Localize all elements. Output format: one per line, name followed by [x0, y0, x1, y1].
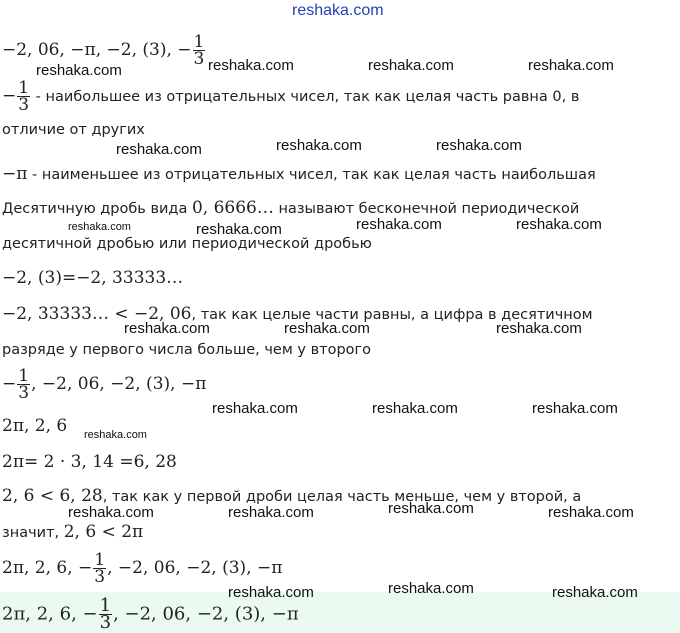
answer-line [2, 595, 299, 633]
explanation-text: , так как целые части равны, а цифра в десятичном [191, 307, 593, 323]
explanation-text: , так как у первой дроби целая часть меньше, чем у второй, а [102, 489, 582, 505]
fraction-numerator: 1 [94, 550, 106, 570]
watermark: reshaka.com [284, 320, 370, 337]
watermark: reshaka.com [552, 584, 638, 601]
site-header[interactable]: reshaka.com [292, 2, 384, 19]
largest-negative-line [2, 80, 579, 113]
watermark: reshaka.com [36, 62, 122, 79]
fraction [17, 368, 30, 401]
watermark: reshaka.com [116, 141, 202, 158]
explanation-text: - наибольшее из отрицательных чисел, так как целая часть равна 0, в [31, 89, 580, 105]
watermark: reshaka.com [68, 504, 154, 521]
watermark: reshaka.com [208, 57, 294, 74]
watermark: reshaka.com [388, 500, 474, 517]
fraction-denominator: 3 [99, 612, 112, 633]
math-expression: −π [2, 164, 28, 184]
math-expression: 2, 6 < 2π [63, 522, 144, 542]
explanation-text: Десятичную дробь вида [2, 201, 192, 217]
watermark: reshaka.com [496, 320, 582, 337]
math-expression: 2, 6 < 6, 28 [2, 486, 103, 506]
explanation-text: - наименьшее из отрицательных чисел, так как целая часть наибольшая [27, 167, 596, 183]
math-expression: , −2, 06, −2, (3), −π [107, 558, 283, 578]
fraction [17, 80, 30, 113]
number-list-text: −2, 06, −π, −2, (3), − [2, 40, 192, 60]
math-expression: , −2, 06, −2, (3), −π [31, 374, 207, 394]
math-expression: 2π= 2 · 3, 14 =6, 28 [2, 452, 177, 472]
fraction-denominator: 3 [94, 567, 106, 587]
minus-sign: − [2, 86, 17, 106]
fraction-numerator: 1 [18, 366, 30, 386]
watermark: reshaka.com [548, 504, 634, 521]
watermark: reshaka.com [196, 221, 282, 238]
math-expression: 2π, 2, 6, − [2, 603, 98, 625]
watermark: reshaka.com [516, 216, 602, 233]
explanation-text: называют бесконечной периодической [273, 201, 580, 217]
math-expression: 2π, 2, 6 [2, 416, 68, 436]
fraction-denominator: 3 [18, 383, 30, 403]
smallest-negative-line [2, 164, 596, 185]
fraction-denominator: 3 [18, 95, 30, 115]
watermark: reshaka.com [532, 400, 618, 417]
conclusion-line [2, 522, 143, 543]
sorted-negatives-line [2, 368, 206, 401]
watermark: reshaka.com [276, 137, 362, 154]
math-expression: 2π, 2, 6, − [2, 558, 93, 578]
watermark: reshaka.com [68, 221, 131, 233]
minus-sign: − [2, 374, 17, 394]
explanation-text: десятичной дробью или периодической дробью [2, 236, 372, 252]
fraction [193, 34, 206, 67]
watermark: reshaka.com [228, 504, 314, 521]
fraction-numerator: 1 [18, 78, 30, 98]
math-expression: , −2, 06, −2, (3), −π [113, 603, 299, 625]
watermark: reshaka.com [212, 400, 298, 417]
watermark: reshaka.com [372, 400, 458, 417]
watermark: reshaka.com [124, 320, 210, 337]
watermark: reshaka.com [356, 216, 442, 233]
math-expression: −2, (3)=−2, 33333… [2, 268, 184, 288]
sorted-all-line [2, 552, 282, 585]
fraction-numerator: 1 [99, 595, 112, 616]
explanation-text: разряде у первого числа больше, чем у второго [2, 342, 372, 358]
watermark: reshaka.com [436, 137, 522, 154]
watermark: reshaka.com [388, 580, 474, 597]
math-expression: −2, 33333… < −2, 06 [2, 304, 192, 324]
fraction [93, 552, 106, 585]
explanation-text: значит, [2, 525, 64, 541]
watermark: reshaka.com [368, 57, 454, 74]
explanation-text: отличие от других [2, 122, 145, 138]
watermark: reshaka.com [528, 57, 614, 74]
watermark: reshaka.com [228, 584, 314, 601]
math-expression: 0, 6666… [191, 198, 274, 218]
fraction-numerator: 1 [193, 32, 205, 52]
fraction-denominator: 3 [193, 49, 205, 69]
fraction [99, 595, 112, 633]
periodic-definition-line [2, 198, 579, 219]
watermark: reshaka.com [84, 429, 147, 441]
